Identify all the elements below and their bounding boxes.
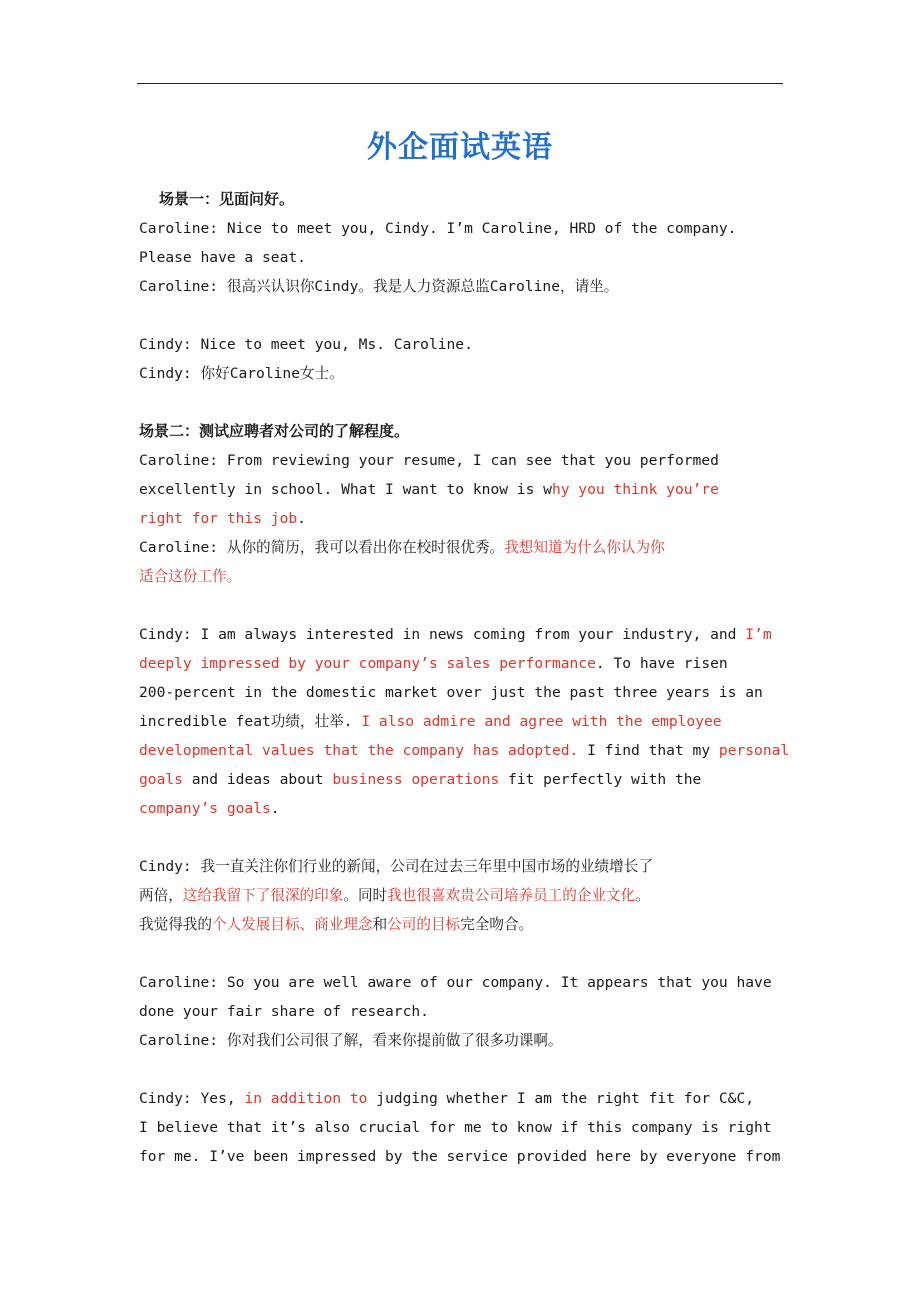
dialogue-line: I believe that it’s also crucial for me to know if this company is right [139, 1119, 772, 1136]
dialogue-line [139, 736, 789, 765]
dialogue-line: Caroline: 你对我们公司很了解，看来你提前做了很多功课啊。 [139, 1032, 563, 1049]
dialogue-line: Caroline: 很高兴认识你Cindy。我是人力资源总监Caroline，请坐。 [139, 278, 619, 295]
text-run: I find that my [578, 742, 719, 759]
dialogue-line: Cindy: 我一直关注你们行业的新闻，公司在过去三年里中国市场的业绩增长了 [139, 858, 653, 875]
text-run: Cindy: Yes, [139, 1090, 245, 1107]
text-run: . [297, 510, 306, 527]
dialogue-line [139, 475, 789, 504]
text-run: 完全吻合。 [460, 916, 534, 933]
highlight-run: 个人发展目标 [211, 916, 300, 933]
highlight-run: 公司的目标 [387, 916, 461, 933]
text-run: judging whether I am the right fit for C&C, [367, 1090, 755, 1107]
text-run: 我觉得我的 [139, 916, 212, 933]
text-run: fit perfectly with the [499, 771, 702, 788]
dialogue-line: 适合这份工作。 [139, 568, 242, 585]
text-run: 和 [372, 916, 388, 933]
dialogue-line [139, 881, 789, 910]
highlight-run: 我也很喜欢贵公司培养员工的企业文化 [387, 887, 636, 904]
dialogue-line: Please have a seat. [139, 249, 306, 266]
dialogue-line: done your fair share of research. [139, 1003, 429, 1020]
document-title: 外企面试英语 [367, 130, 553, 165]
highlight-run: 商业理念 [314, 916, 373, 933]
dialogue-line: Cindy: 你好Caroline女士。 [139, 365, 344, 382]
dialogue-line: Caroline: Nice to meet you, Cindy. I’m Caroline, HRD of the company. [139, 220, 737, 237]
highlight-run: hy you think you’re [551, 481, 719, 498]
highlight-run: company’s goals [139, 800, 271, 817]
text-run: . [270, 800, 280, 817]
scene1-heading: 场景一：见面问好。 [159, 190, 295, 208]
document-body [139, 185, 789, 1171]
highlight-run: in addition to [244, 1090, 368, 1107]
text-run: and ideas about [182, 771, 333, 788]
dialogue-line: Cindy: Nice to meet you, Ms. Caroline. [139, 336, 473, 353]
text-run: excellently in school. What I want to know is w [139, 481, 552, 498]
blank-line [139, 823, 789, 852]
dialogue-line: for me. I’ve been impressed by the service provided here by everyone from [139, 1148, 781, 1165]
highlight-run: I’m [745, 626, 772, 643]
highlight-run: right for this job [139, 510, 298, 527]
blank-line [139, 301, 789, 330]
dialogue-line: Caroline: So you are well aware of our company. It appears that you have [139, 974, 772, 991]
dialogue-line: 200-percent in the domestic market over just the past three years is an [139, 684, 763, 701]
blank-line [139, 388, 789, 417]
scene2-heading: 场景二：测试应聘者对公司的了解程度。 [139, 422, 410, 440]
dialogue-line [139, 765, 789, 794]
highlight-run: personal [718, 742, 790, 759]
highlight-run: 我想知道为什么你认为你 [504, 539, 665, 556]
highlight-run: 这给我留下了很深的印象 [182, 887, 344, 904]
blank-line [139, 591, 789, 620]
dialogue-line [139, 910, 789, 939]
blank-line [139, 1055, 789, 1084]
dialogue-line [139, 504, 789, 533]
dialogue-line [139, 1084, 789, 1113]
text-run: Caroline: 从你的简历，我可以看出你在校时很优秀。 [139, 539, 505, 556]
dialogue-line: Caroline: From reviewing your resume, I can see that you performed [139, 452, 719, 469]
top-rule [137, 83, 783, 84]
highlight-run: I also admire and agree with the employee [361, 713, 722, 730]
highlight-run: developmental values that the company has adopted. [139, 742, 579, 759]
blank-line [139, 939, 789, 968]
dialogue-line [139, 649, 789, 678]
text-run: 。同时 [343, 887, 388, 904]
dialogue-line [139, 533, 789, 562]
text-run: . To have risen [595, 655, 728, 672]
text-run: incredible feat功绩，壮举. [139, 713, 362, 730]
text-run: 。 [635, 887, 650, 904]
highlight-run: deeply impressed by your company’s sales performance [139, 655, 596, 672]
highlight-run: 、 [299, 916, 315, 933]
dialogue-line [139, 620, 789, 649]
highlight-run: business operations [332, 771, 500, 788]
text-run: 两倍， [139, 887, 183, 904]
highlight-run: goals [139, 771, 183, 788]
dialogue-line [139, 794, 789, 823]
text-run: Cindy: I am always interested in news coming from your industry, and [139, 626, 746, 643]
dialogue-line [139, 707, 789, 736]
